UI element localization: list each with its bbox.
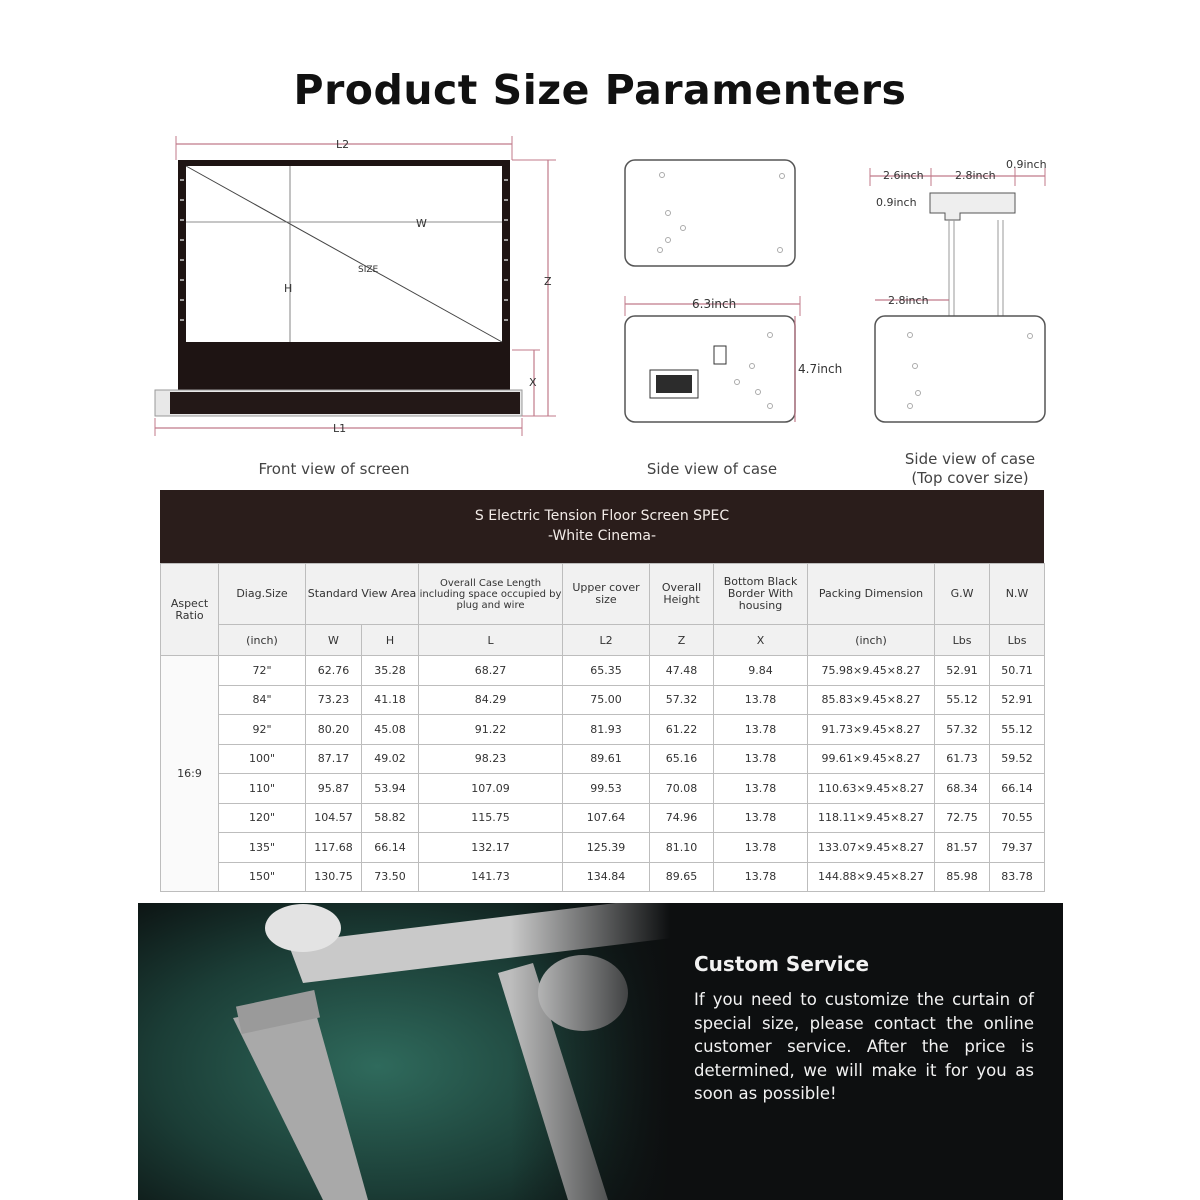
table-cell-nw: 79.37 [990,833,1045,863]
table-cell-nw: 70.55 [990,803,1045,833]
col-header-nw: N.W [990,564,1045,625]
measuring-photo [138,903,670,1200]
table-cell-gw: 52.91 [935,656,990,686]
col-header-border: Bottom Black Border With housing [714,564,808,625]
table-cell-h: 58.82 [362,803,419,833]
table-cell-pack: 118.11×9.45×8.27 [808,803,935,833]
table-cell-l: 115.75 [419,803,563,833]
table-cell-pack: 75.98×9.45×8.27 [808,656,935,686]
aspect-ratio-cell: 16:9 [161,656,219,892]
table-cell-x: 13.78 [714,862,808,892]
table-cell-w: 73.23 [306,685,362,715]
table-cell-diag: 72" [219,656,306,686]
spec-header-subtitle: -White Cinema- [547,528,657,544]
col-header-case-length: Overall Case Length including space occupied by plug and wire [419,564,563,625]
table-cell-pack: 91.73×9.45×8.27 [808,715,935,745]
dim-h-label: H [284,282,293,295]
table-cell-pack: 144.88×9.45×8.27 [808,862,935,892]
table-cell-h: 53.94 [362,774,419,804]
sub-header-w: W [306,625,362,656]
table-cell-pack: 110.63×9.45×8.27 [808,774,935,804]
table-cell-w: 117.68 [306,833,362,863]
sub-header-x: X [714,625,808,656]
table-cell-gw: 85.98 [935,862,990,892]
table-cell-l: 84.29 [419,685,563,715]
table-cell-nw: 55.12 [990,715,1045,745]
table-cell-gw: 57.32 [935,715,990,745]
table-cell-diag: 92" [219,715,306,745]
table-cell-l2: 99.53 [563,774,650,804]
side-view-case-top [870,158,1047,422]
table-cell-x: 13.78 [714,715,808,745]
caption-side-view: Side view of case [646,460,778,478]
table-cell-w: 80.20 [306,715,362,745]
dim-z-label: Z [544,275,552,288]
table-cell-pack: 99.61×9.45×8.27 [808,744,935,774]
table-cell-l2: 125.39 [563,833,650,863]
table-cell-w: 104.57 [306,803,362,833]
table-cell-l: 107.09 [419,774,563,804]
table-cell-z: 47.48 [650,656,714,686]
table-cell-w: 130.75 [306,862,362,892]
table-cell-l: 132.17 [419,833,563,863]
caption-front-view: Front view of screen [258,460,410,478]
table-cell-gw: 55.12 [935,685,990,715]
table-cell-x: 13.78 [714,744,808,774]
table-cell-z: 57.32 [650,685,714,715]
table-cell-gw: 68.34 [935,774,990,804]
custom-service-text [694,952,1034,1106]
table-cell-pack: 133.07×9.45×8.27 [808,833,935,863]
col-header-aspect: Aspect Ratio [161,564,219,656]
table-row [161,803,1045,833]
table-cell-nw: 52.91 [990,685,1045,715]
table-cell-h: 49.02 [362,744,419,774]
dim-top-d: 0.9inch [876,196,917,209]
table-cell-x: 13.78 [714,803,808,833]
sub-header-l2: L2 [563,625,650,656]
custom-service-body: If you need to customize the curtain of special size, please contact the online customer service. After the price is determined, we will make it for you as soon as possible! [694,990,1034,1103]
custom-service-heading: Custom Service [694,952,870,976]
dim-case-height: 4.7inch [798,362,843,376]
table-row [161,833,1045,863]
dim-top-e: 2.8inch [888,294,929,307]
table-row [161,656,1045,686]
dim-l2-label: L2 [336,138,350,151]
table-cell-z: 74.96 [650,803,714,833]
table-cell-gw: 61.73 [935,744,990,774]
table-cell-gw: 72.75 [935,803,990,833]
table-row [161,774,1045,804]
table-cell-l: 98.23 [419,744,563,774]
table-cell-x: 13.78 [714,774,808,804]
sub-header-gw: Lbs [935,625,990,656]
table-cell-l2: 134.84 [563,862,650,892]
table-cell-z: 89.65 [650,862,714,892]
table-cell-l2: 107.64 [563,803,650,833]
sub-header-l: L [419,625,563,656]
sub-header-pack: (inch) [808,625,935,656]
table-row [161,744,1045,774]
spec-header-title: S Electric Tension Floor Screen SPEC [474,508,730,524]
col-header-diag: Diag.Size [219,564,306,625]
table-cell-h: 45.08 [362,715,419,745]
table-cell-z: 65.16 [650,744,714,774]
dim-l1-label: L1 [333,422,347,435]
table-cell-h: 73.50 [362,862,419,892]
dim-case-length: 6.3inch [692,297,737,311]
table-cell-diag: 135" [219,833,306,863]
col-header-height: Overall Height [650,564,714,625]
dimension-diagrams [0,120,1200,490]
table-cell-l: 68.27 [419,656,563,686]
table-cell-x: 13.78 [714,685,808,715]
caption-side-view-top-line2: (Top cover size) [911,469,1029,487]
table-cell-z: 81.10 [650,833,714,863]
table-cell-l: 141.73 [419,862,563,892]
table-cell-nw: 50.71 [990,656,1045,686]
sub-header-h: H [362,625,419,656]
table-cell-diag: 110" [219,774,306,804]
dim-w-label: W [416,217,427,230]
dim-x-label: X [529,376,537,389]
table-cell-diag: 150" [219,862,306,892]
table-cell-x: 9.84 [714,656,808,686]
side-view-case [625,160,842,422]
spec-table-body [161,656,1045,892]
table-cell-l2: 65.35 [563,656,650,686]
table-cell-h: 66.14 [362,833,419,863]
table-cell-w: 87.17 [306,744,362,774]
table-cell-l2: 89.61 [563,744,650,774]
col-header-upper-cover: Upper cover size [563,564,650,625]
table-cell-l: 91.22 [419,715,563,745]
col-header-view-area: Standard View Area [306,564,419,625]
table-cell-l2: 81.93 [563,715,650,745]
page-title: Product Size Paramenters [293,66,907,114]
table-cell-nw: 66.14 [990,774,1045,804]
caption-side-view-top-line1: Side view of case [904,450,1036,468]
table-cell-diag: 84" [219,685,306,715]
table-cell-nw: 83.78 [990,862,1045,892]
sub-header-nw: Lbs [990,625,1045,656]
table-cell-z: 61.22 [650,715,714,745]
table-row [161,685,1045,715]
col-header-packing: Packing Dimension [808,564,935,625]
table-cell-h: 35.28 [362,656,419,686]
table-cell-w: 95.87 [306,774,362,804]
col-header-gw: G.W [935,564,990,625]
dim-top-a: 2.6inch [883,169,924,182]
table-cell-h: 41.18 [362,685,419,715]
table-cell-gw: 81.57 [935,833,990,863]
dim-top-b: 2.8inch [955,169,996,182]
table-cell-diag: 100" [219,744,306,774]
table-cell-nw: 59.52 [990,744,1045,774]
dim-size-label: SIZE [358,265,379,275]
table-cell-x: 13.78 [714,833,808,863]
table-cell-w: 62.76 [306,656,362,686]
dim-top-c: 0.9inch [1006,158,1047,171]
table-cell-l2: 75.00 [563,685,650,715]
sub-header-z: Z [650,625,714,656]
table-cell-z: 70.08 [650,774,714,804]
spec-table [160,563,1045,892]
front-view-screen [155,136,556,436]
table-cell-pack: 85.83×9.45×8.27 [808,685,935,715]
table-row [161,862,1045,892]
spec-header [160,490,1044,563]
table-cell-diag: 120" [219,803,306,833]
table-row [161,715,1045,745]
sub-header-diag: (inch) [219,625,306,656]
